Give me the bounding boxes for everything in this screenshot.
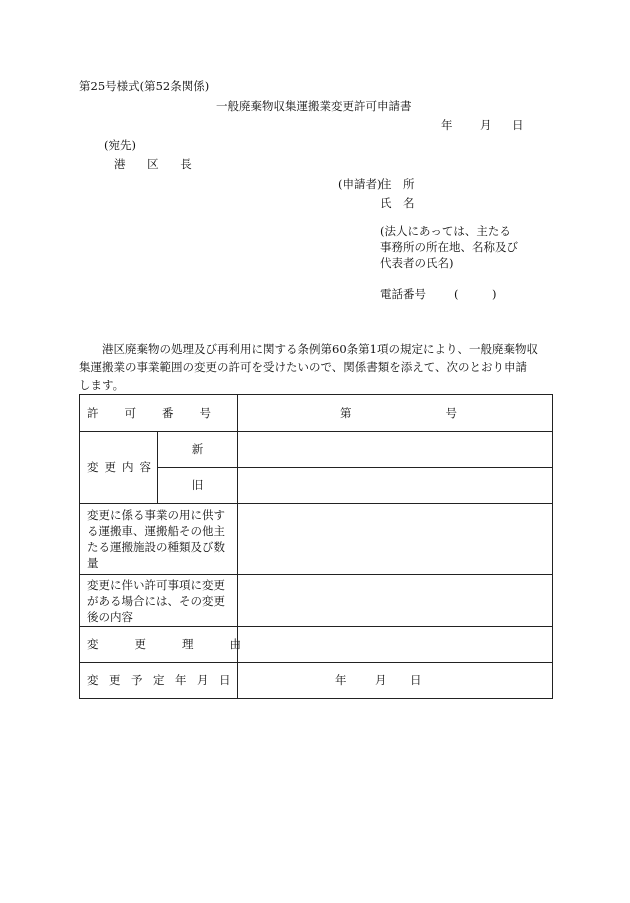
application-table [79,394,553,699]
new-content-input[interactable] [238,432,553,468]
scheduled-month-label: 月 [375,673,387,687]
permit-change-label-line: 後の内容 [87,609,133,624]
permit-change-label-line: 変更に伴い許可事項に変更 [87,577,225,592]
reason-input[interactable] [238,627,553,663]
applicant-role-label: (申請者) [338,177,382,191]
new-label: 新 [191,442,204,456]
reason-label: 変更理由 [87,637,277,651]
corporate-note-line: 事務所の所在地、名称及び [380,240,518,254]
form-number: 第25号様式(第52条関係) [79,79,210,93]
scheduled-day-label: 日 [410,673,422,687]
date-day-label: 日 [512,118,524,132]
table-row [80,432,553,468]
table-row [80,504,553,575]
vehicles-label-line: る運搬車、運搬船その他主 [87,524,225,538]
permit-change-content-input[interactable] [238,575,553,627]
corporate-note-line: 代表者の氏名) [380,256,454,270]
permit-number-suffix: 号 [445,405,457,420]
permit-number-prefix: 第 [340,405,352,420]
applicant-name-label: 氏 名 [380,196,415,210]
vehicles-label-cell [80,504,238,575]
table-row [80,663,553,699]
table-row [80,395,553,432]
vehicles-label-line: 変更に係る事業の用に供す [87,508,225,522]
new-label-cell [158,432,238,468]
statement-line: します。 [79,378,125,392]
old-content-input[interactable] [238,468,553,504]
permit-change-label-cell [80,575,238,627]
phone-label: 電話番号 [380,287,426,301]
statement-line: 港区廃棄物の処理及び再利用に関する条例第60条第1項の規定により、一般廃棄物収 [102,342,538,356]
permit-number-label-cell [80,395,238,432]
document-title: 一般廃棄物収集運搬業変更許可申請書 [216,99,412,113]
reason-label-cell [80,627,277,663]
date-year-label: 年 [441,118,453,132]
old-label: 旧 [191,478,204,492]
old-label-cell [158,468,238,504]
addressee: 港 区 長 [114,157,201,171]
scheduled-date-label: 変更予定年月日 [87,673,241,687]
scheduled-year-label: 年 [335,673,347,687]
scheduled-date-label-cell [80,663,241,699]
vehicles-label-line: たる運搬施設の種類及び数 [87,540,225,554]
addressee-label: (宛先) [104,138,136,152]
applicant-address-label: 住 所 [380,177,415,191]
statement-line: 集運搬業の事業範囲の変更の許可を受けたいので、関係書類を添えて、次のとおり申請 [79,360,528,374]
date-month-label: 月 [480,118,492,132]
application-statement [79,340,559,394]
vehicles-label-line: 量 [87,556,99,570]
phone-paren-open: ( [454,287,459,301]
change-content-label-cell [80,432,158,504]
permit-number-label-text: 許可番号 [87,405,237,420]
table-row [80,575,553,627]
permit-number-value-cell[interactable] [238,395,553,432]
phone-paren-close: ) [492,287,497,301]
corporate-note-line: (法人にあっては、主たる [380,224,511,238]
permit-change-label-line: がある場合には、その変更 [87,593,225,608]
change-content-label: 変更内容 [87,460,157,474]
permit-number-label [87,405,237,421]
vehicles-content-input[interactable] [238,504,553,575]
table-row [80,627,553,663]
scheduled-date-input[interactable] [238,663,553,699]
